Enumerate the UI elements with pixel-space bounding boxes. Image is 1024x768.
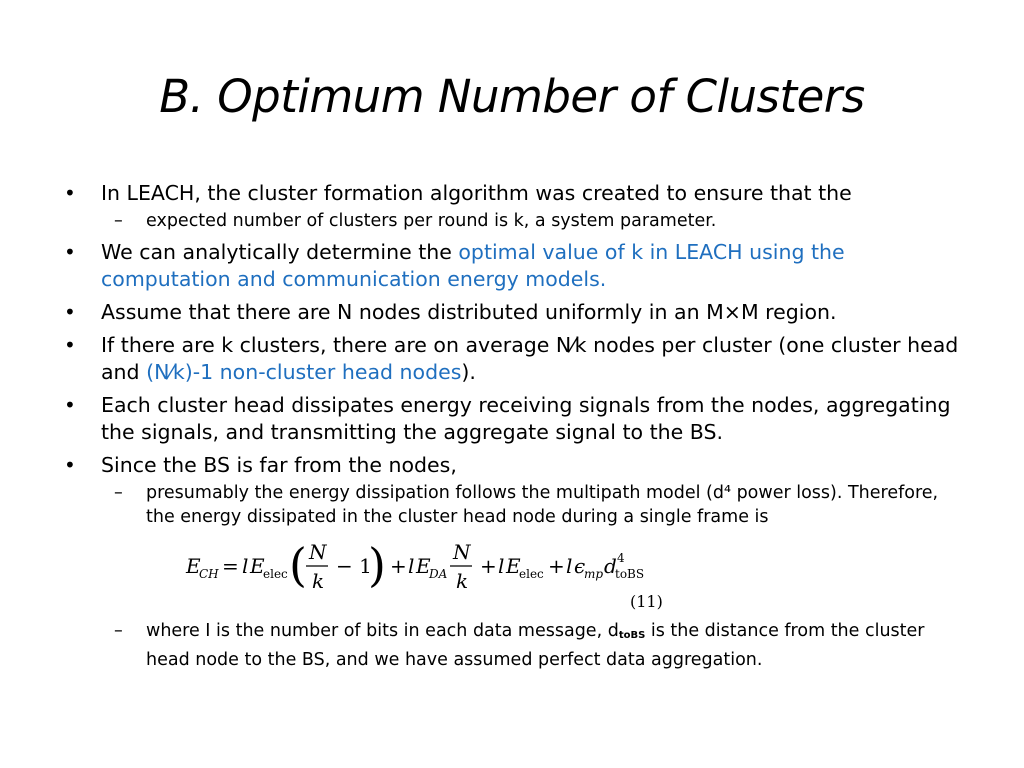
formula-elec: elec bbox=[519, 567, 544, 581]
formula-lhs: E bbox=[186, 554, 201, 578]
bullet-text-end: ). bbox=[461, 360, 476, 384]
formula-tobs: toBS bbox=[615, 567, 645, 581]
bullet-text: We can analytically determine the bbox=[101, 240, 459, 264]
bullet-icon: • bbox=[64, 333, 76, 357]
bullet-text: In LEACH, the cluster formation algorithm was created to ensure that the bbox=[101, 181, 852, 205]
formula-DA: DA bbox=[429, 567, 448, 581]
bullet-k-clusters bbox=[64, 332, 964, 386]
slide-title: B. Optimum Number of Clusters bbox=[159, 70, 865, 123]
formula-eq: = bbox=[222, 554, 239, 578]
formula-plus: + bbox=[548, 554, 565, 578]
bullet-bs-far bbox=[64, 452, 964, 672]
formula-mp: mp bbox=[584, 567, 604, 581]
subscript-tobs: toBS bbox=[618, 630, 646, 641]
bullet-text: If there are k clusters, there are on average N⁄k nodes per cluster (one cluster head and bbox=[101, 333, 959, 384]
sub-bullet-multipath bbox=[64, 481, 964, 613]
bullet-assume bbox=[64, 299, 964, 326]
sub-list bbox=[101, 209, 964, 233]
formula-lhs-sub: CH bbox=[199, 567, 219, 581]
slide-content bbox=[64, 180, 964, 678]
dash-icon: – bbox=[114, 621, 123, 641]
sub-bullet-text: where I is the number of bits in each data message, d bbox=[146, 621, 619, 641]
formula-minus1: − 1 bbox=[336, 554, 372, 578]
formula-N: N bbox=[309, 540, 327, 564]
dash-icon: – bbox=[114, 211, 123, 231]
bullet-icon: • bbox=[64, 240, 76, 264]
highlight-text: optimal value of k in LEACH using the computation and communication energy models. bbox=[101, 240, 845, 291]
formula-l: l bbox=[408, 554, 415, 578]
sub-list bbox=[101, 481, 964, 672]
formula-plus: + bbox=[390, 554, 407, 578]
formula-paren-close: ) bbox=[368, 538, 386, 592]
bullet-analytic bbox=[64, 239, 964, 293]
highlight-text: (N⁄k)-1 non-cluster head nodes bbox=[146, 360, 462, 384]
sub-bullet-text-end: is the distance from the cluster head node to the BS, and we have assumed perfect data aggregation. bbox=[146, 621, 925, 670]
formula-E: E bbox=[416, 554, 431, 578]
formula-eps: ϵ bbox=[574, 554, 586, 578]
bullet-list bbox=[64, 180, 964, 672]
formula-plus: + bbox=[480, 554, 497, 578]
sub-bullet-text: presumably the energy dissipation follows the multipath model (d⁴ power loss). Therefore, the energy dissipated in the cluster head node during a single frame is bbox=[146, 483, 939, 527]
formula-E: E bbox=[250, 554, 265, 578]
sub-bullet-expected bbox=[64, 209, 964, 233]
formula-k: k bbox=[312, 569, 325, 593]
energy-formula bbox=[146, 535, 964, 613]
formula-N: N bbox=[453, 540, 471, 564]
bullet-text: Each cluster head dissipates energy receiving signals from the nodes, aggregating the signals, and transmitting the aggregate signal to the BS. bbox=[101, 393, 951, 444]
bullet-text: Since the BS is far from the nodes, bbox=[101, 453, 457, 477]
formula-d: d bbox=[604, 554, 617, 578]
formula-exp: 4 bbox=[617, 551, 625, 565]
formula-l: l bbox=[242, 554, 249, 578]
bullet-icon: • bbox=[64, 181, 76, 205]
bullet-dissipates bbox=[64, 392, 964, 446]
bullet-text: Assume that there are N nodes distributed uniformly in an M×M region. bbox=[101, 300, 837, 324]
sub-bullet-where bbox=[64, 619, 964, 672]
bullet-icon: • bbox=[64, 300, 76, 324]
formula-l: l bbox=[498, 554, 505, 578]
formula-elec: elec bbox=[263, 567, 288, 581]
bullet-leach bbox=[64, 180, 964, 233]
formula-k: k bbox=[456, 569, 469, 593]
formula-l: l bbox=[566, 554, 573, 578]
formula-paren-open: ( bbox=[289, 538, 307, 592]
formula-number: (11) bbox=[630, 592, 663, 611]
sub-bullet-text: expected number of clusters per round is k, a system parameter. bbox=[146, 211, 717, 231]
formula-svg bbox=[146, 535, 706, 613]
bullet-icon: • bbox=[64, 453, 76, 477]
bullet-icon: • bbox=[64, 393, 76, 417]
dash-icon: – bbox=[114, 483, 123, 503]
formula-E: E bbox=[506, 554, 521, 578]
